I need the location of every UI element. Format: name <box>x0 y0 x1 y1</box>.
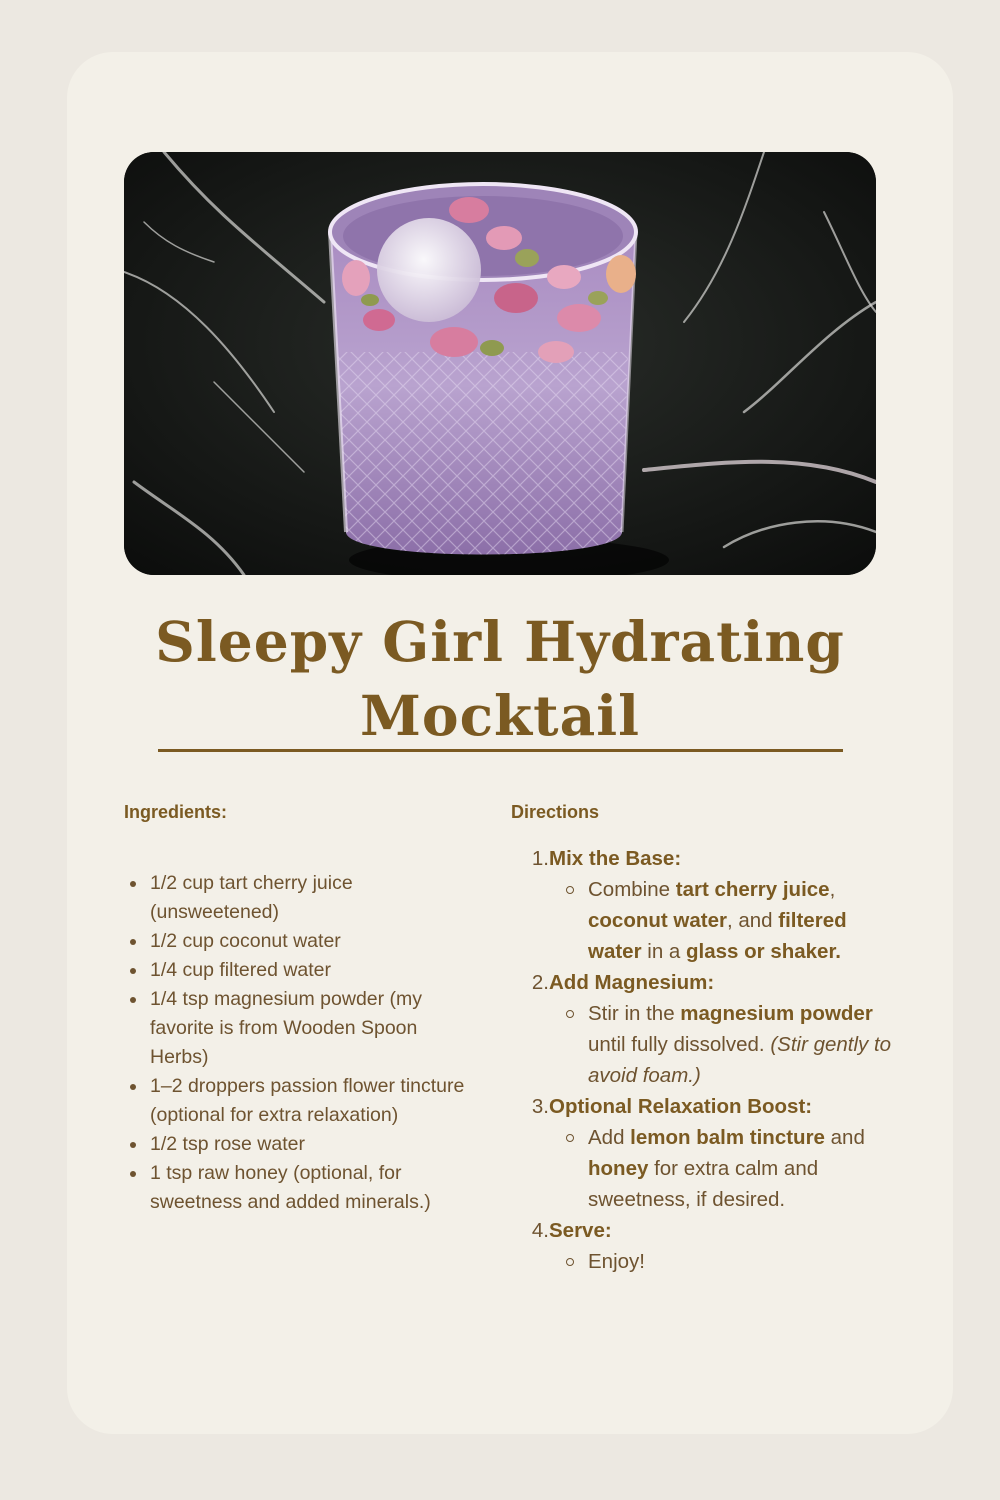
directions-list <box>525 843 895 1277</box>
detail-text: Enjoy! <box>588 1250 645 1273</box>
step-number: 3 . <box>525 1091 549 1122</box>
step-number: 1 . <box>525 843 549 874</box>
detail-bold: lemon balm tincture <box>630 1126 825 1149</box>
direction-step <box>525 1091 895 1215</box>
mocktail-glass-with-rosebuds-icon <box>124 152 876 575</box>
title-line-1: Sleepy Girl Hydrating <box>155 609 845 674</box>
directions-heading: Directions <box>511 802 600 822</box>
recipe-title <box>124 605 876 753</box>
step-number: 2 . <box>525 967 549 998</box>
step-title-text: Add Magnesium: <box>549 971 715 994</box>
detail-text: Add <box>588 1126 631 1149</box>
step-detail-list <box>525 1122 895 1215</box>
ingredients-list <box>124 869 480 1217</box>
step-detail-list <box>525 998 895 1091</box>
step-detail <box>588 998 895 1091</box>
mocktail-photo <box>124 152 876 575</box>
detail-text: , <box>829 878 836 901</box>
step-title-text: Serve: <box>549 1219 612 1242</box>
detail-text: Stir in the <box>588 1002 681 1025</box>
ingredient-item: 1–2 droppers passion flower tincture (optional for extra relaxation) <box>150 1072 480 1130</box>
detail-text: , and <box>726 909 779 932</box>
ingredient-item: 1/2 cup tart cherry juice (unsweetened) <box>150 869 480 927</box>
step-detail <box>588 1246 895 1277</box>
step-detail <box>588 874 895 967</box>
detail-text: for extra calm and sweetness, if desired. <box>588 1157 819 1211</box>
detail-bold: magnesium powder <box>680 1002 873 1025</box>
title-line-2: Mocktail <box>360 683 640 748</box>
step-title-text: Mix the Base: <box>549 847 682 870</box>
ingredient-item: 1/2 tsp rose water <box>150 1130 480 1159</box>
step-title-text: Optional Relaxation Boost: <box>549 1095 813 1118</box>
detail-text: until fully dissolved. <box>588 1033 771 1056</box>
title-underline <box>158 749 843 752</box>
step-title <box>525 843 895 874</box>
ingredient-item: 1 tsp raw honey (optional, for sweetness and added minerals.) <box>150 1159 480 1217</box>
detail-text: and <box>824 1126 865 1149</box>
direction-step <box>525 1215 895 1277</box>
step-detail <box>588 1122 895 1215</box>
detail-text: Combine <box>588 878 676 901</box>
detail-bold: tart cherry juice <box>675 878 830 901</box>
ingredient-item: 1/4 tsp magnesium powder (my favorite is from Wooden Spoon Herbs) <box>150 985 480 1072</box>
detail-text: in a <box>641 940 687 963</box>
step-title <box>525 1091 895 1122</box>
direction-step <box>525 843 895 967</box>
detail-italic: (Stir gently to avoid foam.) <box>588 1033 892 1087</box>
step-number: 4 . <box>525 1215 549 1246</box>
ingredients-heading: Ingredients: <box>124 802 228 822</box>
detail-bold: coconut water <box>588 909 727 932</box>
detail-bold: honey <box>588 1157 649 1180</box>
ingredient-item: 1/2 cup coconut water <box>150 927 480 956</box>
step-title <box>525 967 895 998</box>
direction-step <box>525 967 895 1091</box>
step-title <box>525 1215 895 1246</box>
detail-bold: filtered water <box>588 909 847 963</box>
step-detail-list <box>525 874 895 967</box>
step-detail-list <box>525 1246 895 1277</box>
detail-bold: glass or shaker. <box>686 940 841 963</box>
ingredient-item: 1/4 cup filtered water <box>150 956 480 985</box>
